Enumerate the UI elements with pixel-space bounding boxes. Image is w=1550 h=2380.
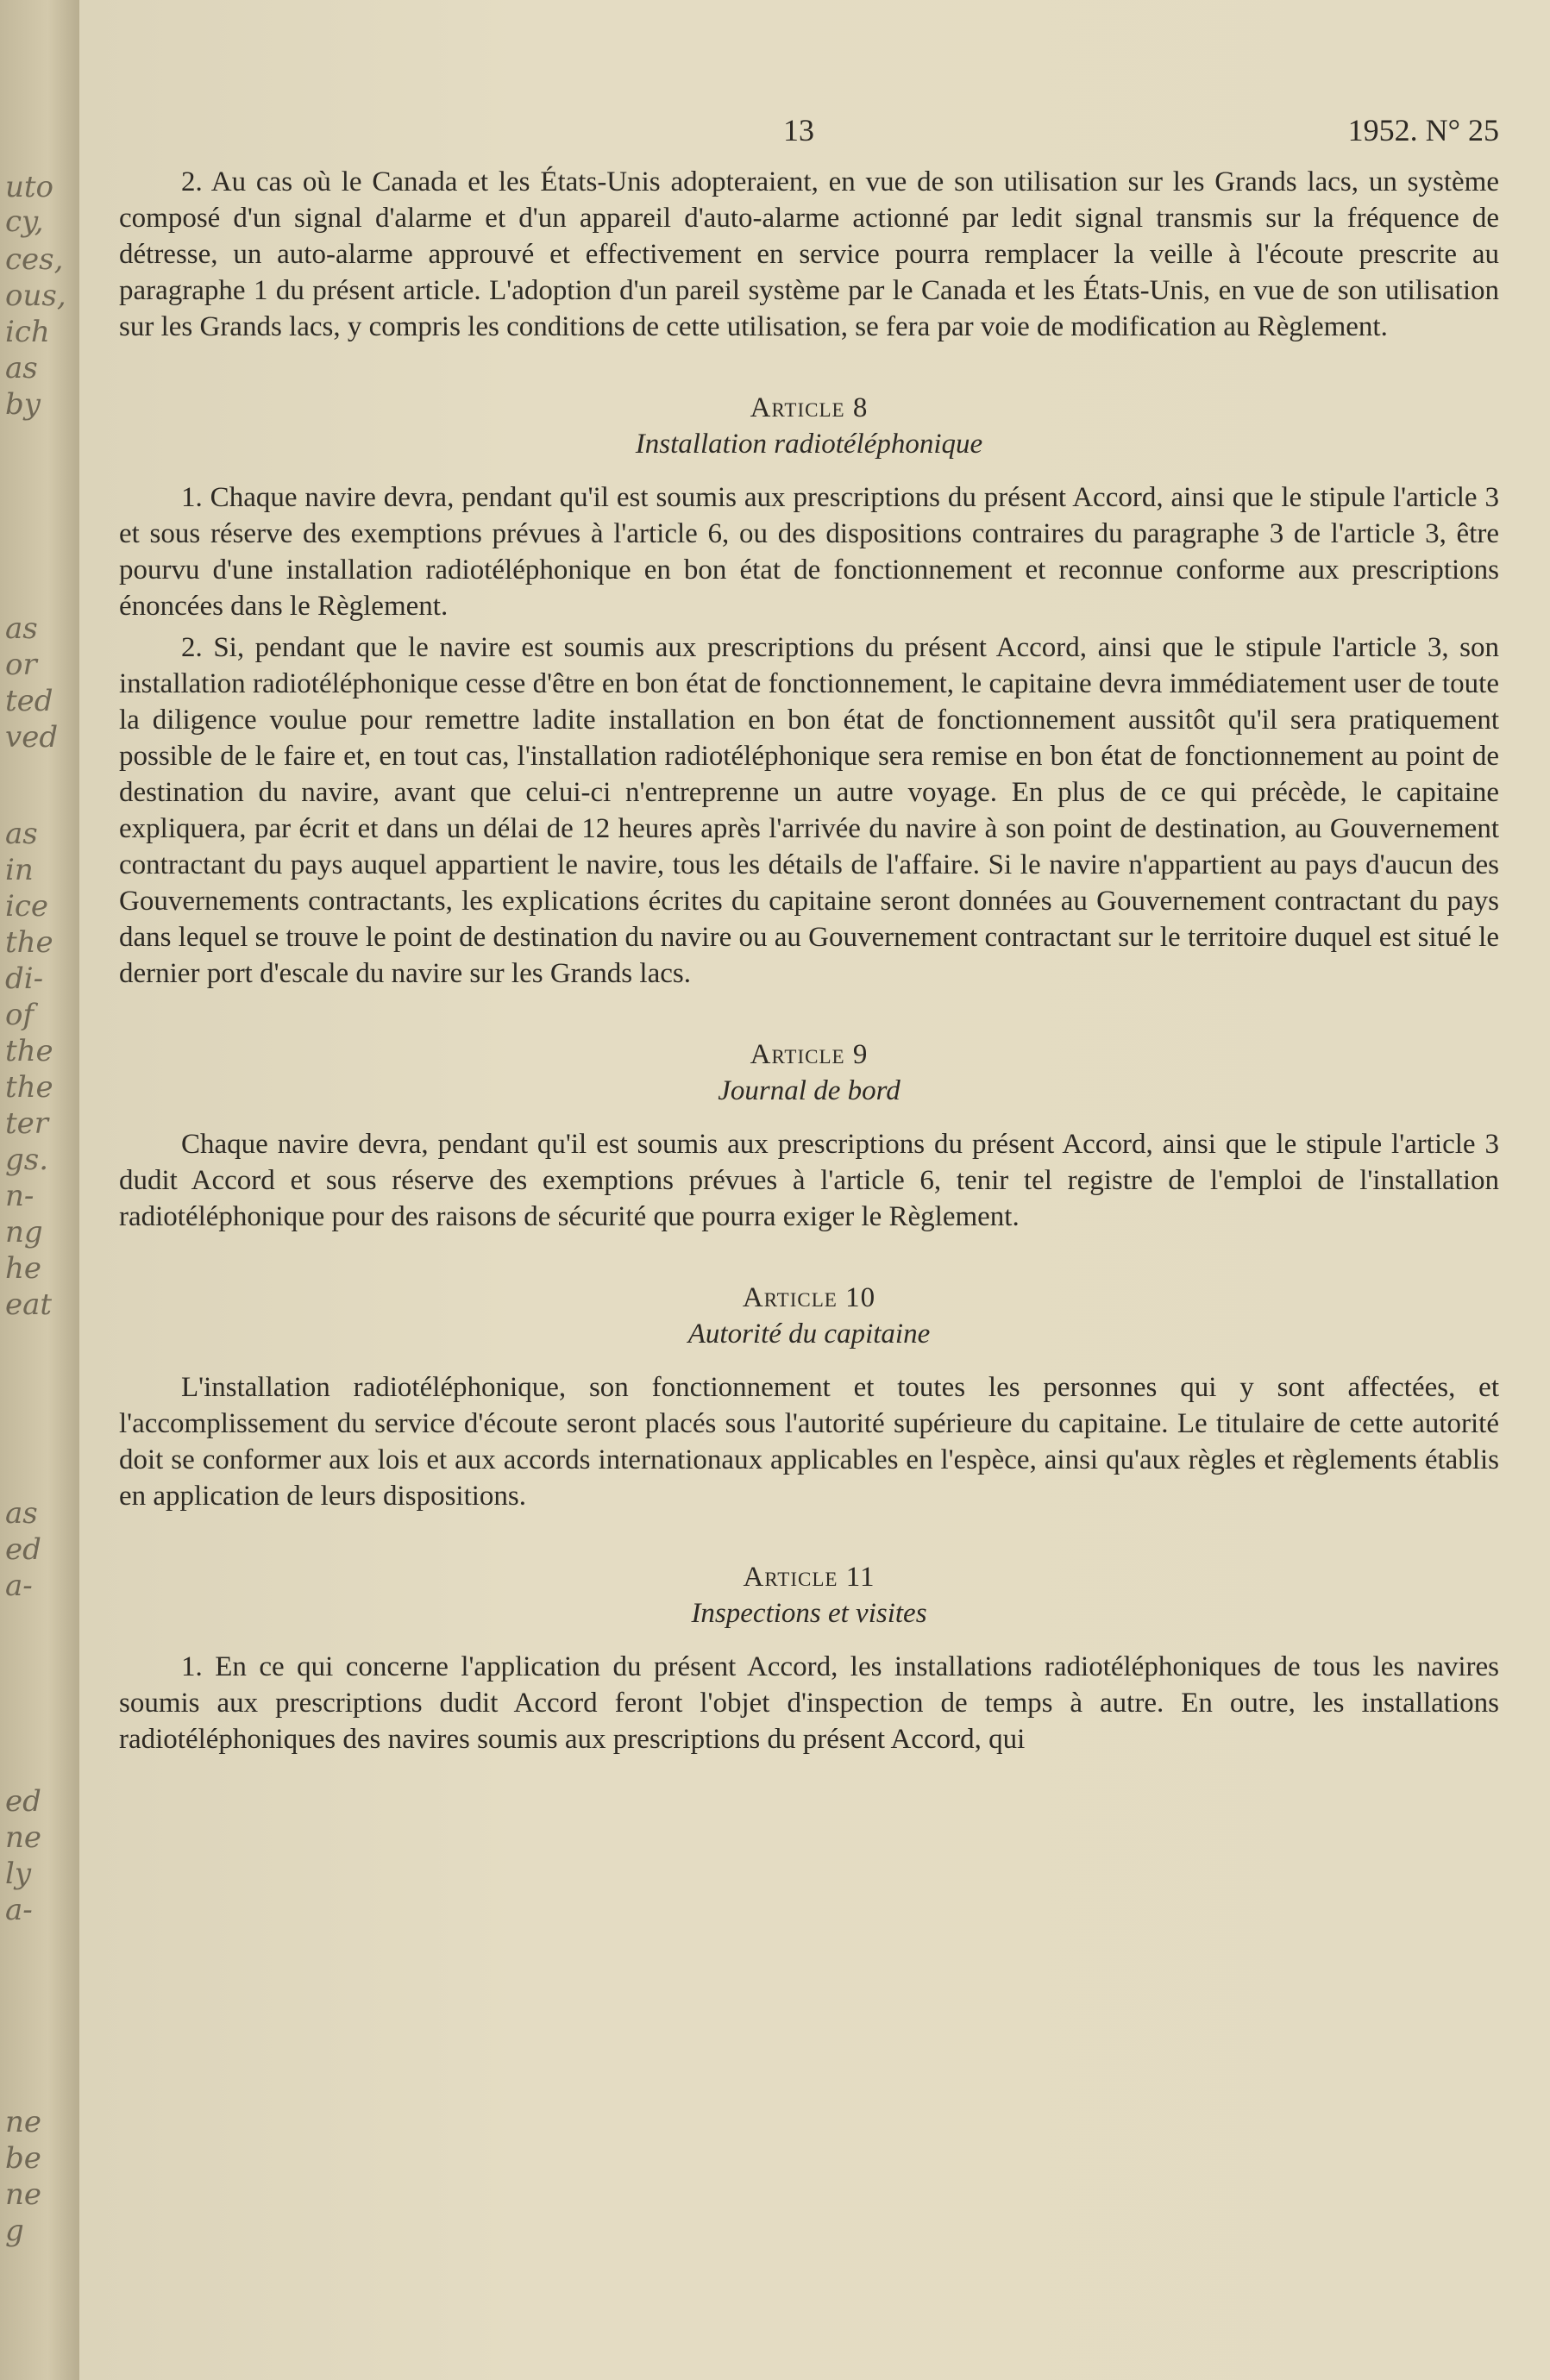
margin-fragment: ed xyxy=(5,1784,41,1819)
margin-fragment: in xyxy=(5,853,34,887)
margin-fragment: as xyxy=(5,817,38,851)
margin-fragment: as xyxy=(5,611,38,646)
margin-fragment: ne xyxy=(5,1820,42,1855)
article-title: Installation radiotéléphonique xyxy=(635,429,983,460)
margin-fragment: eat xyxy=(5,1287,53,1322)
margin-fragment: ne xyxy=(5,2105,42,2139)
margin-fragment: ous, xyxy=(5,279,66,313)
margin-fragment: ed xyxy=(5,1532,41,1567)
margin-fragment: uto xyxy=(5,170,54,204)
margin-fragment: ng xyxy=(5,1215,43,1250)
margin-fragment: n- xyxy=(5,1179,35,1213)
margin-fragment: a- xyxy=(5,1569,33,1603)
margin-fragment: gs. xyxy=(5,1143,49,1177)
article-title: Journal de bord xyxy=(718,1075,901,1106)
margin-fragment: as xyxy=(5,351,38,385)
margin-fragment: g xyxy=(5,2214,24,2248)
margin-fragment: ces, xyxy=(5,242,64,277)
margin-fragment: ly xyxy=(5,1857,32,1891)
margin-fragment: he xyxy=(5,1251,42,1286)
margin-fragment: ice xyxy=(5,889,49,924)
paragraph: 1. En ce qui concerne l'application du présent Accord, les installations radiotéléphoniques de tous les navires soumis aux prescriptions dudit Accord feront l'objet d'inspection de temps à autre. En outre, les installations radiotéléphoniques des navires soumis aux prescriptions du présent Accord, qui xyxy=(119,1651,1499,1755)
paragraph: 2. Si, pendant que le navire est soumis aux prescriptions du présent Accord, ainsi que le stipule l'article 3, son installation radiotéléphonique cesse d'être en bon état de fonctionnement, le capitaine devra immédiatement user de toute la diligence voulue pour remettre ladite installation en bon état de fonctionnement aussitôt qu'il sera pratiquement possible de le faire et, en tout cas, l'installation radiotéléphonique sera remise en bon état de fonctionnement au point de destination du navire, avant que celui-ci n'entreprenne un autre voyage. En plus de ce qui précède, le capitaine expliquera, par écrit et dans un délai de 12 heures après l'arrivée du navire à son point de destination, au Gouvernement contractant du pays auquel appartient le navire, tous les détails de l'affaire. Si le navire n'appartient au pays d'aucun des Gouvernements contractants, les explications écrites du capitaine seront données au Gouvernement contractant du pays dans lequel se trouve le point de destination du navire ou au Gouvernement contractant sur le territoire duquel est situé le dernier port d'escale du navire sur les Grands lacs. xyxy=(119,632,1500,989)
document-page xyxy=(79,0,1550,2380)
margin-fragment: of xyxy=(5,998,35,1032)
article-heading: Article 9 xyxy=(750,1039,869,1070)
margin-fragment: a- xyxy=(5,1893,33,1927)
article-heading: Article 10 xyxy=(742,1282,876,1313)
margin-fragment: di- xyxy=(5,961,44,996)
paragraph: L'installation radiotéléphonique, son fonctionnement et toutes les personnes qui y sont affectées, et l'accomplissement du service d'écoute seront placés sous l'autorité supérieure du capitaine. Le titulaire de cette autorité doit se conformer aux lois et aux accords internationaux applicables en l'espèce, ainsi qu'aux règles et règlements établis en application de leurs dispositions. xyxy=(119,1372,1499,1512)
margin-fragment: the xyxy=(5,925,53,960)
page-header xyxy=(119,103,1499,164)
paragraph: 2. Au cas où le Canada et les États-Unis adopteraient, en vue de son utilisation sur les Grands lacs, un système composé d'un signal d'alarme et d'un appareil d'auto-alarme actionné par ledit signal transmis sur la fréquence de détresse, un auto-alarme approuvé et effectivement en service pourra remplacer la veille à l'écoute prescrite au paragraphe 1 du présent article. L'adoption d'un pareil système par le Canada et les États-Unis, en vue de son utilisation sur les Grands lacs, y compris les conditions de cette utilisation, se fera par voie de modification au Règlement. xyxy=(119,166,1499,342)
article-heading: Article 8 xyxy=(750,392,869,423)
margin-fragment: the xyxy=(5,1034,53,1068)
paragraph: 1. Chaque navire devra, pendant qu'il est soumis aux prescriptions du présent Accord, ainsi que le stipule l'article 3 et sous réserve des exemptions prévues à l'article 6, ou des dispositions contraires du paragraphe 3 de l'article 3, être pourvu d'une installation radiotéléphonique en bon état de fonctionnement et reconnue conforme aux prescriptions énoncées dans le Règlement. xyxy=(119,482,1499,622)
margin-fragment: ich xyxy=(5,315,50,349)
article-heading: Article 11 xyxy=(743,1562,875,1593)
margin-fragment: or xyxy=(5,648,37,682)
margin-fragment: by xyxy=(5,387,41,422)
margin-fragment: the xyxy=(5,1070,53,1105)
margin-fragment: ter xyxy=(5,1106,49,1141)
margin-fragment: cy, xyxy=(5,204,44,239)
margin-fragment: as xyxy=(5,1496,38,1531)
page-content xyxy=(119,103,1499,1763)
paragraph: Chaque navire devra, pendant qu'il est soumis aux prescriptions du présent Accord, ainsi que le stipule l'article 3 dudit Accord et sous réserve des exemptions prévues à l'article 6, tenir tel registre de l'emploi de l'installation radiotéléphonique pour des raisons de sécurité que pourra exiger le Règlement. xyxy=(119,1129,1499,1232)
page-number: 13 xyxy=(783,113,814,147)
treaty-series-number: 1952. N° 25 xyxy=(1347,113,1499,147)
margin-fragment: ted xyxy=(5,684,53,718)
article-title: Autorité du capitaine xyxy=(687,1318,931,1350)
margin-fragment: ved xyxy=(5,720,59,755)
article-title: Inspections et visites xyxy=(691,1598,927,1629)
binding-gutter xyxy=(0,0,82,2380)
margin-fragment: be xyxy=(5,2141,41,2176)
margin-fragment: ne xyxy=(5,2177,42,2212)
